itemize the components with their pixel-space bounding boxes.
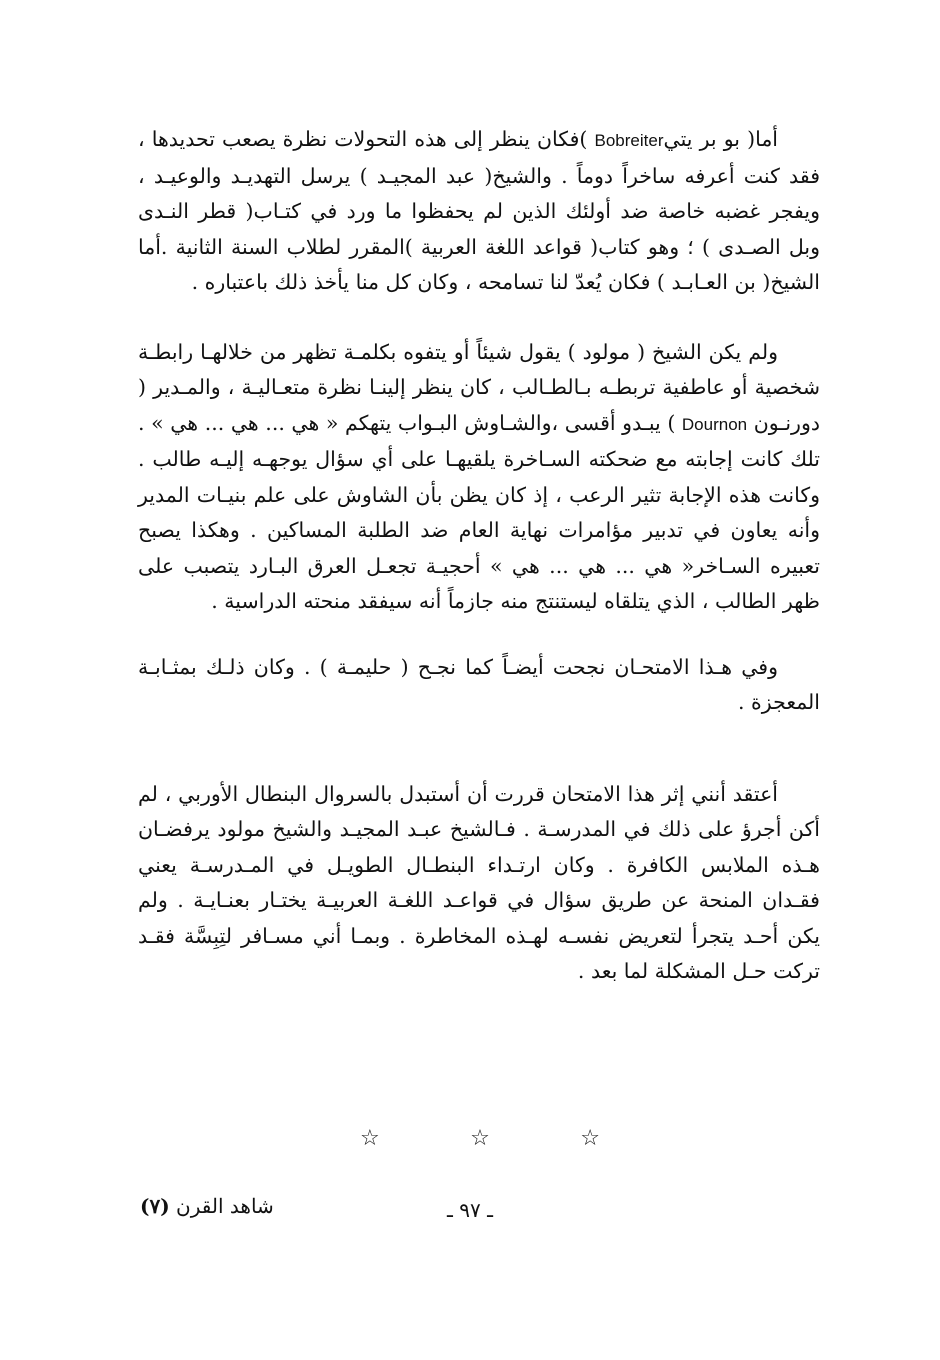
body-text <box>138 122 820 1024</box>
latin-name: Bobreiter <box>594 131 664 150</box>
star-icon: ☆ <box>360 1126 380 1151</box>
book-title: شاهد القرن <box>176 1194 274 1218</box>
paragraph <box>138 650 820 721</box>
star-icon: ☆ <box>580 1126 600 1151</box>
volume-number: (٧) <box>140 1194 170 1218</box>
paragraph <box>138 777 820 990</box>
paragraph-text: أعتقد أنني إثر هذا الامتحان قررت أن أستبدل بالسروال البنطال الأوربي ، لم أكن أجرؤ على ذلك في المدرسـة . فـالشيخ عبـد المجيـد والشيخ مولود يرفضـان هـذه الملابس الكافرة . وكان ارتـداء البنطـال الطويـل في المـدرسـة يعني فقـدان المنحة عن طريق سؤال في قواعـد اللغـة العربيـة يختـار بعنـايـة . ولم يكن أحـد يتجرأ لتعريض نفسـه لهـذه المخاطرة . وبمـا أني مسـافر لتِبِسَّة فقـد تركت حـل المشكلة لما بعد . <box>138 781 820 983</box>
paragraph-text: ولم يكن الشيخ ( مولود ) يقول شيئاً أو يتفوه بكلمـة تظهر من خلالهـا رابطـة شخصية أو عاطفية تربطـه بـالطـالب ، كان ينظر إلينـا نظرة متعـاليـة ، والمـدير ( دورنـون <box>138 339 820 435</box>
latin-name: Dournon <box>681 414 748 434</box>
section-separator <box>360 1126 600 1151</box>
star-icon: ☆ <box>470 1126 490 1151</box>
paragraph-text: أما( بو بر يتي <box>663 127 779 151</box>
page-number: ـ ٩٧ ـ <box>447 1198 493 1222</box>
paragraph-text: ) يبـدو أقسى ،والشـاوش البـواب يتهكم « هي ... هي ... هي » . تلك كانت إجابته مع ضحكته السـاخرة يلقيهـا على أي سؤال يوجهـه إليـه طالب . وكانت هذه الإجابة تثير الرعب ، إذ كان يظن بأن الشاوش على علم بنيـات المدير وأنه يعاون في تدبير مؤامرات نهاية العام ضد الطلبة المساكين . وهكذا يصبح تعبيره السـاخر« هي ... هي ... هي » أحجيـة تجعـل العرق البـارد يتصبب على ظهر الطالب ، الذي يتلقاه ليستنتج منه جازماً أنه سيفقد منحته الدراسية . <box>138 410 820 613</box>
paragraph-text: )فكان ينظر إلى هذه التحولات نظرة يصعب تحديدها ، فقد كنت أعرفه ساخراً دوماً . والشيخ( عبد المجيـد ) يرسل التهديـد والوعيـد ، ويفجر غضبه خاصة ضد أولئك الذين لم يحفظوا ما ورد في كتـاب( قطر النـدى وبل الصـدى ) ؛ وهو كتاب( قواعد اللغة العربية )المقرر لطلاب السنة الثانية .أما الشيخ( بن العـابـد ) فكان يُعدّ لنا تسامحه ، وكان كل منا يأخذ ذلك باعتباره . <box>138 127 820 294</box>
running-footer <box>140 1194 340 1218</box>
paragraph-text: وفي هـذا الامتحـان نجحت أيضـاً كما نجـح ( حليمـة ) . وكان ذلـك بمثـابـة المعجزة . <box>138 654 820 714</box>
paragraph <box>138 122 820 301</box>
paragraph <box>138 335 820 620</box>
